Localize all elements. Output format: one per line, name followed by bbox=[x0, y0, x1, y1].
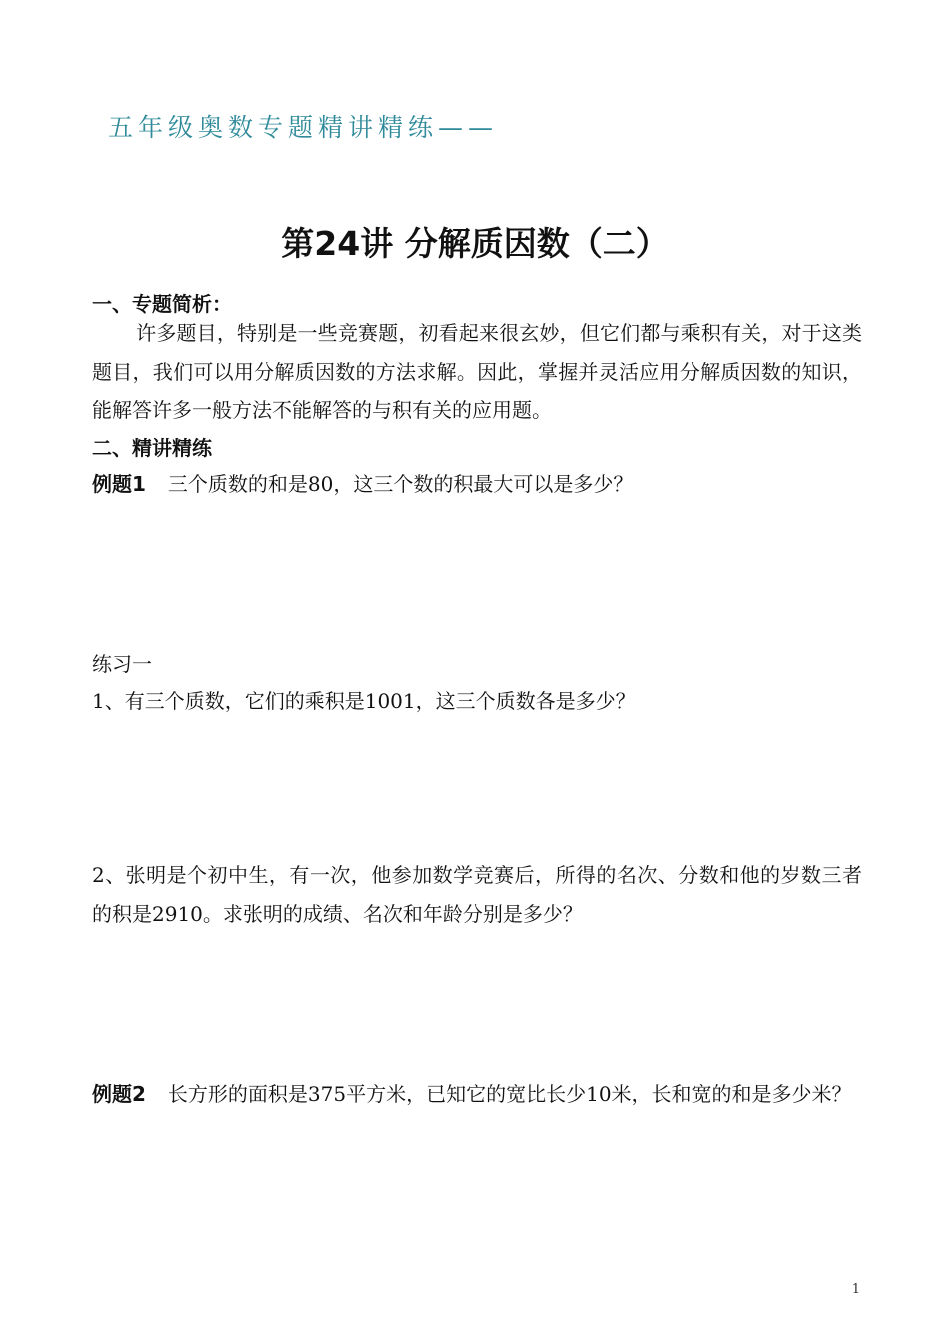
lecture-title: 第24讲 分解质因数（二） bbox=[281, 224, 669, 263]
example-1-label: 例题1 bbox=[92, 472, 146, 496]
example-1-text: 三个质数的和是80，这三个数的积最大可以是多少？ bbox=[167, 472, 634, 496]
example-2 bbox=[92, 1075, 862, 1114]
section-heading-analysis: 一、专题简析： bbox=[92, 292, 232, 316]
section-heading-practice: 二、精讲精练 bbox=[92, 436, 212, 460]
example-2-label: 例题2 bbox=[92, 1082, 146, 1106]
example-2-text: 长方形的面积是375平方米，已知它的宽比长少10米，长和宽的和是多少米？ bbox=[167, 1082, 852, 1106]
practice-heading: 练习一 bbox=[92, 652, 152, 676]
series-title: 五年级奥数专题精讲精练—— bbox=[108, 113, 499, 142]
page-number: 1 bbox=[851, 1282, 860, 1297]
practice-question-1: 1、有三个质数，它们的乘积是1001，这三个质数各是多少？ bbox=[92, 689, 636, 713]
analysis-paragraph bbox=[92, 314, 862, 430]
practice-question-2: 2、张明是个初中生，有一次，他参加数学竞赛后，所得的名次、分数和他的岁数三者的积是2910。求张明的成绩、名次和年龄分别是多少？ bbox=[92, 863, 862, 926]
analysis-paragraph-text: 许多题目，特别是一些竞赛题，初看起来很玄妙，但它们都与乘积有关，对于这类题目，我们可以用分解质因数的方法求解。因此，掌握并灵活应用分解质因数的知识，能解答许多一般方法不能解答的与积有关的应用题。 bbox=[92, 321, 862, 422]
example-1 bbox=[92, 468, 633, 497]
